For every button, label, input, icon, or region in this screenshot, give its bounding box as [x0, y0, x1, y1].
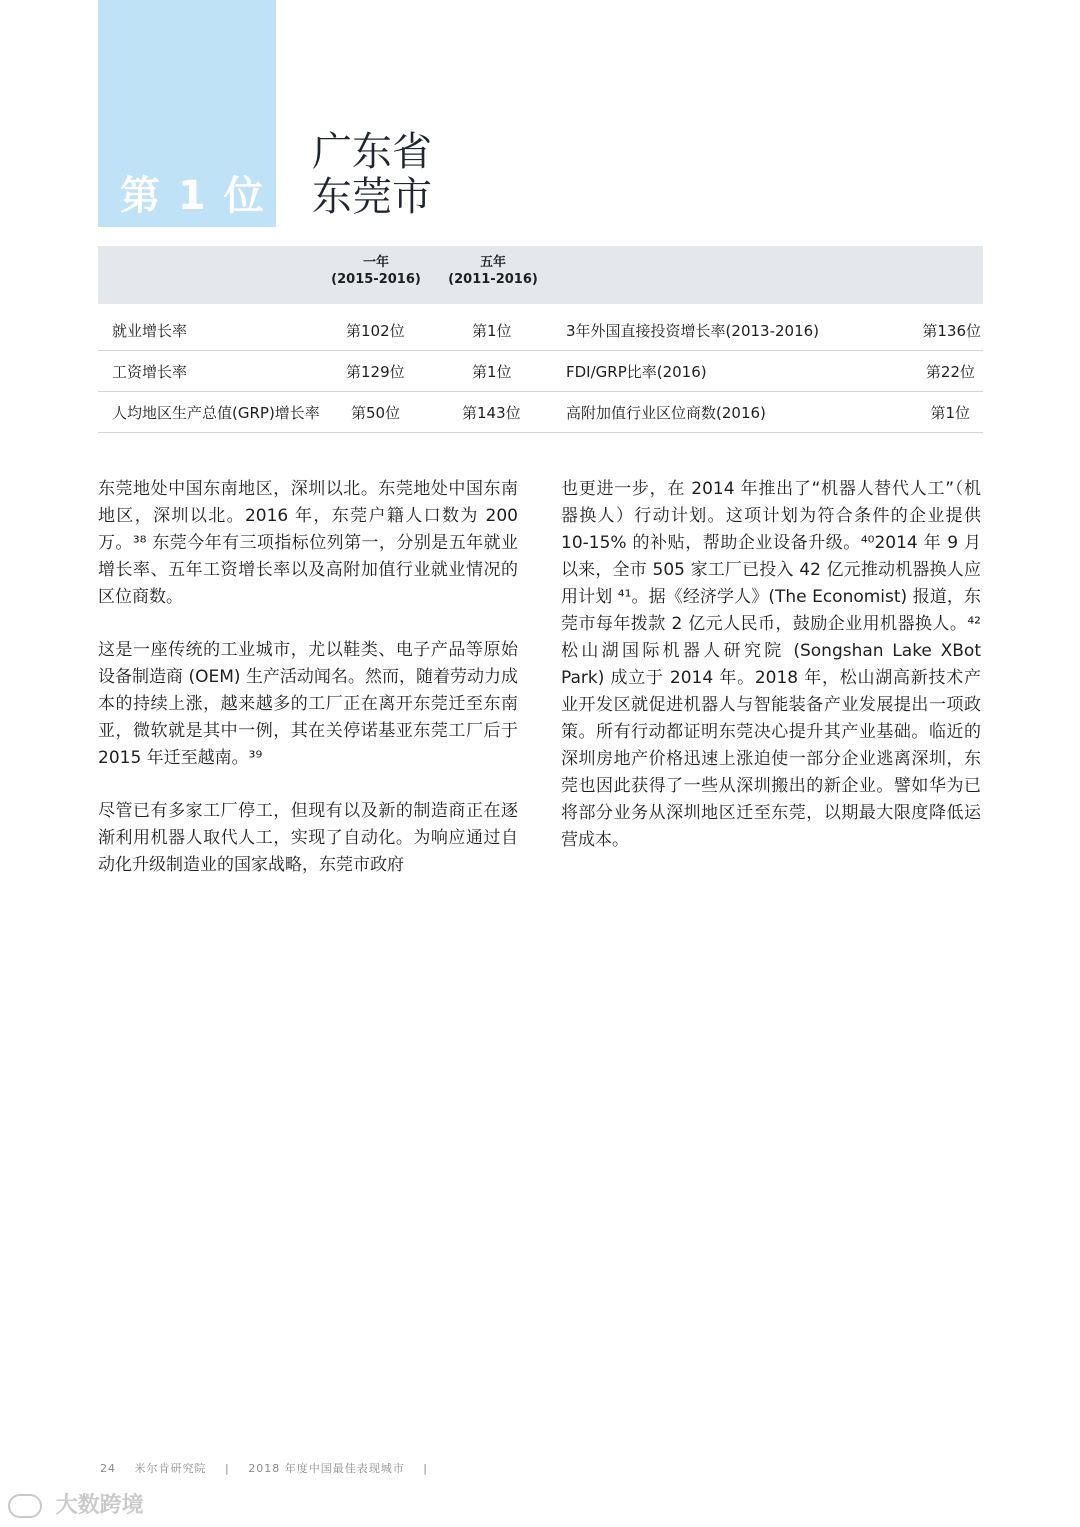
metric-label: 人均地区生产总值(GRP)增长率 — [112, 404, 320, 422]
col-header-one-year-range: (2015-2016) — [331, 272, 421, 287]
table-row — [98, 392, 983, 433]
publisher-name: 米尔肯研究院 — [134, 1462, 207, 1475]
col-header-five-year-label: 五年 — [479, 255, 506, 270]
page-footer — [100, 1460, 442, 1476]
five-year-rank: 第1位 — [472, 322, 512, 340]
col-header-five-year — [438, 254, 548, 288]
footer-divider: | — [423, 1462, 428, 1475]
watermark-logo-icon — [8, 1494, 42, 1518]
metric-label: 工资增长率 — [112, 363, 188, 381]
report-title: 2018 年度中国最佳表现城市 — [248, 1462, 405, 1475]
one-year-rank: 第102位 — [346, 322, 405, 340]
table-row — [98, 310, 983, 351]
table-header — [98, 246, 983, 304]
footer-divider: | — [225, 1462, 230, 1475]
page-number: 24 — [100, 1462, 116, 1475]
metric-rank-right: 第1位 — [930, 404, 970, 422]
metric-label: 就业增长率 — [112, 322, 188, 340]
metric-rank-right: 第136位 — [922, 322, 981, 340]
paragraph: 尽管已有多家工厂停工，但现有以及新的制造商正在逐渐利用机器人取代人工，实现了自动化。为响应通过自动化升级制造业的国家战略，东莞市政府 — [98, 801, 518, 875]
table-row — [98, 351, 983, 392]
five-year-rank: 第143位 — [462, 404, 521, 422]
one-year-rank: 第50位 — [351, 404, 401, 422]
col-header-one-year-label: 一年 — [362, 255, 389, 270]
watermark-text: 大数跨境 — [55, 1493, 144, 1518]
body-column-left — [98, 476, 518, 879]
col-header-five-year-range: (2011-2016) — [448, 272, 538, 287]
paragraph: 东莞地处中国东南地区，深圳以北。东莞地处中国东南地区，深圳以北。2016 年，东莞户籍人口数为 200 万。³⁸ 东莞今年有三项指标位列第一，分别是五年就业增长率、五年工资增长率以及高附加值行业就业情况的区位商数。 — [98, 479, 518, 607]
city-title — [312, 130, 432, 220]
metric-label-right: 高附加值行业区位商数(2016) — [566, 404, 766, 422]
province-name: 广东省 — [312, 129, 432, 175]
metric-label-right: 3年外国直接投资增长率(2013-2016) — [566, 322, 820, 340]
five-year-rank: 第1位 — [472, 363, 512, 381]
paragraph: 也更进一步，在 2014 年推出了“机器人替代人工”（机器换人）行动计划。这项计划为符合条件的企业提供 10-15% 的补贴，帮助企业设备升级。⁴⁰2014 年 9 月以来，全市 505 家工厂已投入 42 亿元推动机器换人应用计划 ⁴¹。据《经济学人》(The Economist) 报道，东莞市每年拨款 2 亿元人民币，鼓励企业用机器换人。⁴² 松山湖国际机器人研究院 (Songshan Lake XBot Park) 成立于 2014 年。2018 年，松山湖高新技术产业开发区就促进机器人与智能装备产业发展提出一项政策。所有行动都证明东莞决心提升其产业基础。临近的深圳房地产价格迅速上涨迫使一部分企业逃离深圳，东莞也因此获得了一些从深圳搬出的新企业。譬如华为已将部分业务从深圳地区迁至东莞，以期最大限度降低运营成本。 — [561, 479, 981, 850]
watermark — [8, 1488, 144, 1519]
one-year-rank: 第129位 — [346, 363, 405, 381]
metric-label-right: FDI/GRP比率(2016) — [566, 363, 707, 381]
col-header-one-year — [321, 254, 431, 288]
paragraph: 这是一座传统的工业城市，尤以鞋类、电子产品等原始设备制造商 (OEM) 生产活动闻名。然而，随着劳动力成本的持续上涨，越来越多的工厂正在离开东莞迁至东南亚，微软就是其中一例，其在关停诺基亚东莞工厂后于 2015 年迁至越南。³⁹ — [98, 640, 518, 768]
city-name: 东莞市 — [312, 174, 432, 220]
rank-label: 第 1 位 — [120, 173, 266, 219]
metric-rank-right: 第22位 — [925, 363, 975, 381]
body-column-right — [561, 476, 981, 854]
